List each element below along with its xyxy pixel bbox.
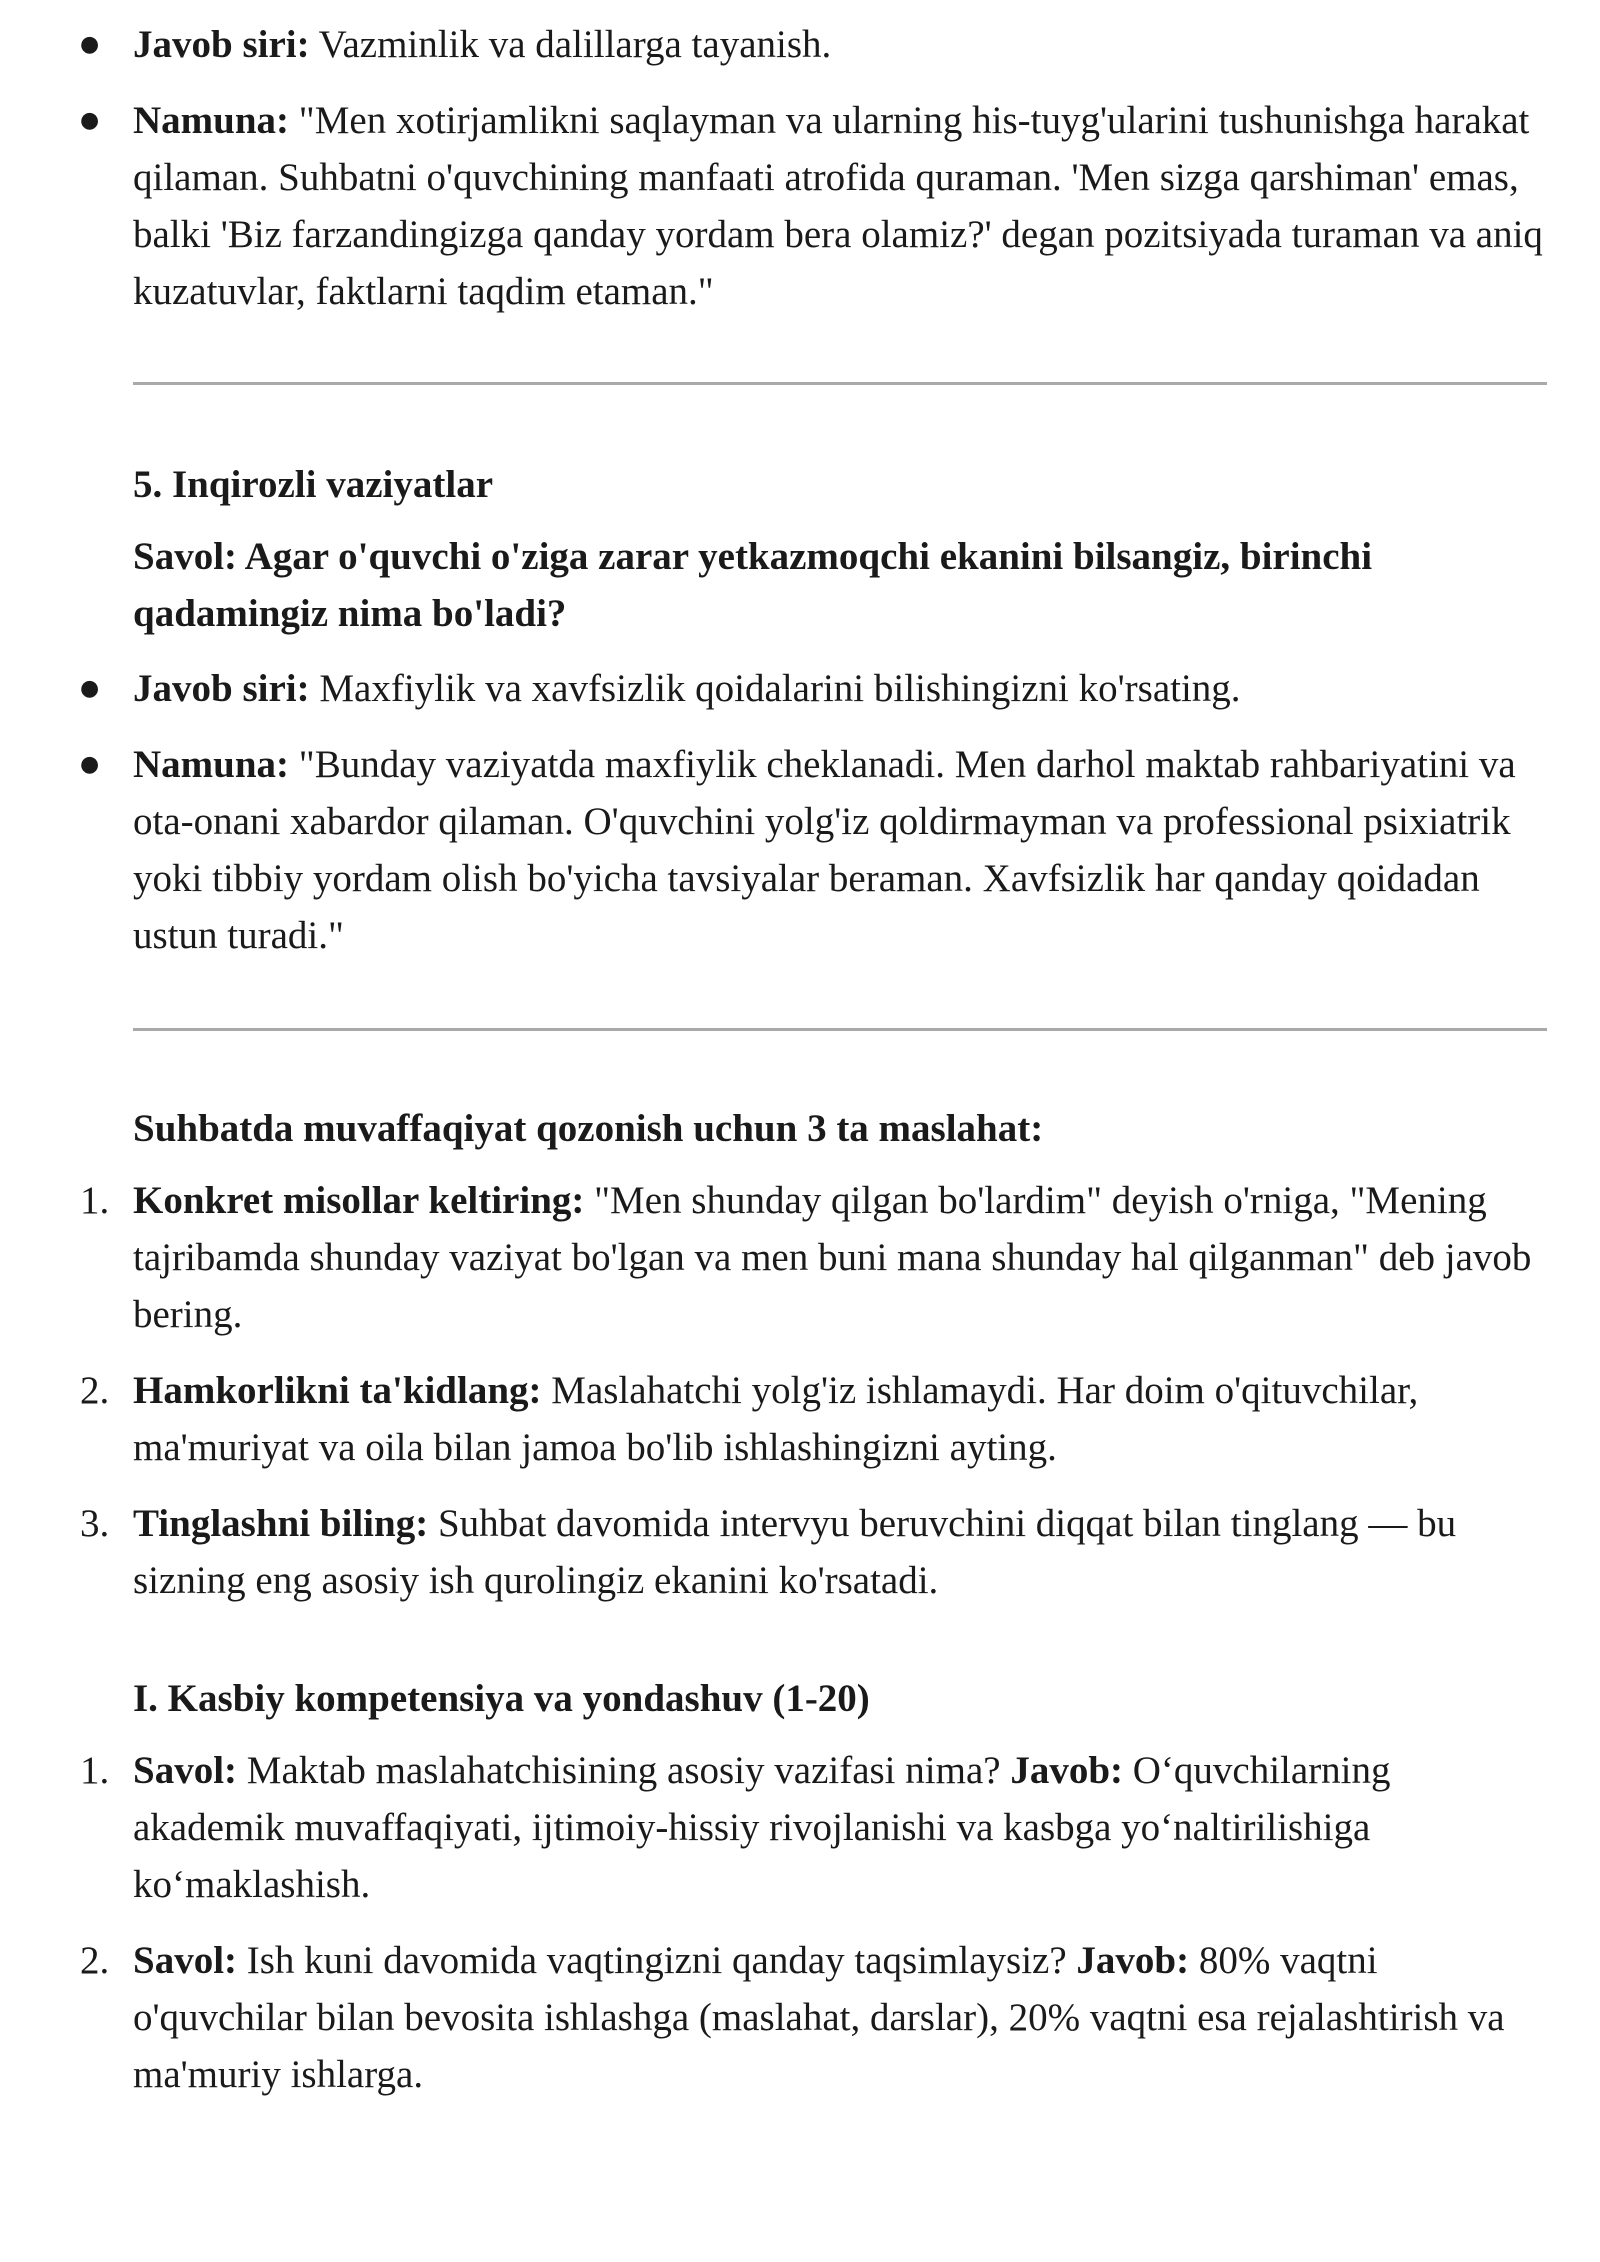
item-text: "Men shunday qilgan bo'lardim" deyish o'rniga, "Mening tajribamda shunday vaziyat bo'lgan va men buni mana shunday hal qilganman" deb javob bering.: [133, 1179, 1532, 1336]
question-label: Savol:: [133, 1749, 238, 1792]
answer-text: 80% vaqtni o'quvchilar bilan bevosita ishlashga (maslahat, darslar), 20% vaqtni esa rejalashtirish va ma'muriy ishlarga.: [133, 1939, 1505, 2096]
item-label: Namuna:: [133, 743, 290, 786]
item-text: "Men xotirjamlikni saqlayman va ularning his-tuyg'ularini tushunishga harakat qilaman. Suhbatni o'quvchining manfaati atrofida quraman. 'Men sizga qarshiman' emas, balki 'Biz farzandingizga qanday yordam bera olamiz?' degan pozitsiyada turaman va aniq kuzatuvlar, faktlarni taqdim etaman.": [133, 99, 1543, 313]
bullet-icon: ●: [80, 108, 100, 133]
item-label: Tinglashni biling:: [133, 1502, 429, 1545]
item-number: 2.: [80, 1369, 110, 1412]
question-text: Ish kuni davomida vaqtingizni qanday taqsimlaysiz?: [237, 1939, 1077, 1982]
list-item: [0, 16, 1600, 73]
top-bullet-list: [0, 16, 1600, 320]
section-question: Savol: Agar o'quvchi o'ziga zarar yetkazmoqchi ekanini bilsangiz, birinchi qadamingiz nima bo'ladi?: [133, 535, 1373, 635]
item-number: 1.: [80, 1179, 110, 1222]
list-item: [0, 1172, 1600, 1343]
section5-bullet-list: [0, 660, 1600, 964]
qa-list: [0, 1742, 1600, 2103]
item-label: Konkret misollar keltiring:: [133, 1179, 585, 1222]
item-number: 2.: [80, 1939, 110, 1982]
question-label: Savol:: [133, 1939, 238, 1982]
bullet-icon: ●: [80, 32, 100, 57]
item-number: 1.: [80, 1749, 110, 1792]
bullet-icon: ●: [80, 676, 100, 701]
item-text: Vazminlik va dalillarga tayanish.: [309, 23, 832, 66]
tips-list: [0, 1172, 1600, 1609]
list-item: [0, 1932, 1600, 2103]
list-item: [0, 660, 1600, 717]
answer-label: Javob:: [1010, 1749, 1123, 1792]
section-heading: I. Kasbiy kompetensiya va yondashuv (1-20): [133, 1677, 870, 1720]
horizontal-divider: [133, 382, 1547, 385]
item-label: Namuna:: [133, 99, 290, 142]
tips-heading: Suhbatda muvaffaqiyat qozonish uchun 3 ta maslahat:: [133, 1107, 1044, 1150]
answer-label: Javob:: [1076, 1939, 1190, 1982]
section-heading: 5. Inqirozli vaziyatlar: [133, 463, 494, 506]
item-text: Maxfiylik va xavfsizlik qoidalarini bilishingizni ko'rsating.: [309, 667, 1241, 710]
answer-text: O‘quvchilarning akademik muvaffaqiyati, ijtimoiy-hissiy rivojlanishi va kasbga yo‘naltirilishiga ko‘maklashish.: [133, 1749, 1391, 1906]
list-item: [0, 1742, 1600, 1913]
bullet-icon: ●: [80, 752, 100, 777]
list-item: [0, 92, 1600, 320]
item-label: Javob siri:: [133, 667, 310, 710]
item-label: Javob siri:: [133, 23, 310, 66]
item-text: Maslahatchi yolg'iz ishlamaydi. Har doim o'qituvchilar, ma'muriyat va oila bilan jamoa bo'lib ishlashingizni ayting.: [133, 1369, 1419, 1469]
item-number: 3.: [80, 1502, 110, 1545]
list-item: [0, 1362, 1600, 1476]
question-text: Maktab maslahatchisining asosiy vazifasi nima?: [237, 1749, 1011, 1792]
item-label: Hamkorlikni ta'kidlang:: [133, 1369, 542, 1412]
list-item: [0, 1495, 1600, 1609]
list-item: [0, 736, 1600, 964]
horizontal-divider: [133, 1028, 1547, 1031]
item-text: "Bunday vaziyatda maxfiylik cheklanadi. Men darhol maktab rahbariyatini va ota-onani xabardor qilaman. O'quvchini yolg'iz qoldirmayman va professional psixiatrik yoki tibbiy yordam olish bo'yicha tavsiyalar beraman. Xavfsizlik har qanday qoidadan ustun turadi.": [133, 743, 1516, 957]
item-text: Suhbat davomida intervyu beruvchini diqqat bilan tinglang — bu sizning eng asosiy ish qurolingiz ekanini ko'rsatadi.: [133, 1502, 1457, 1602]
